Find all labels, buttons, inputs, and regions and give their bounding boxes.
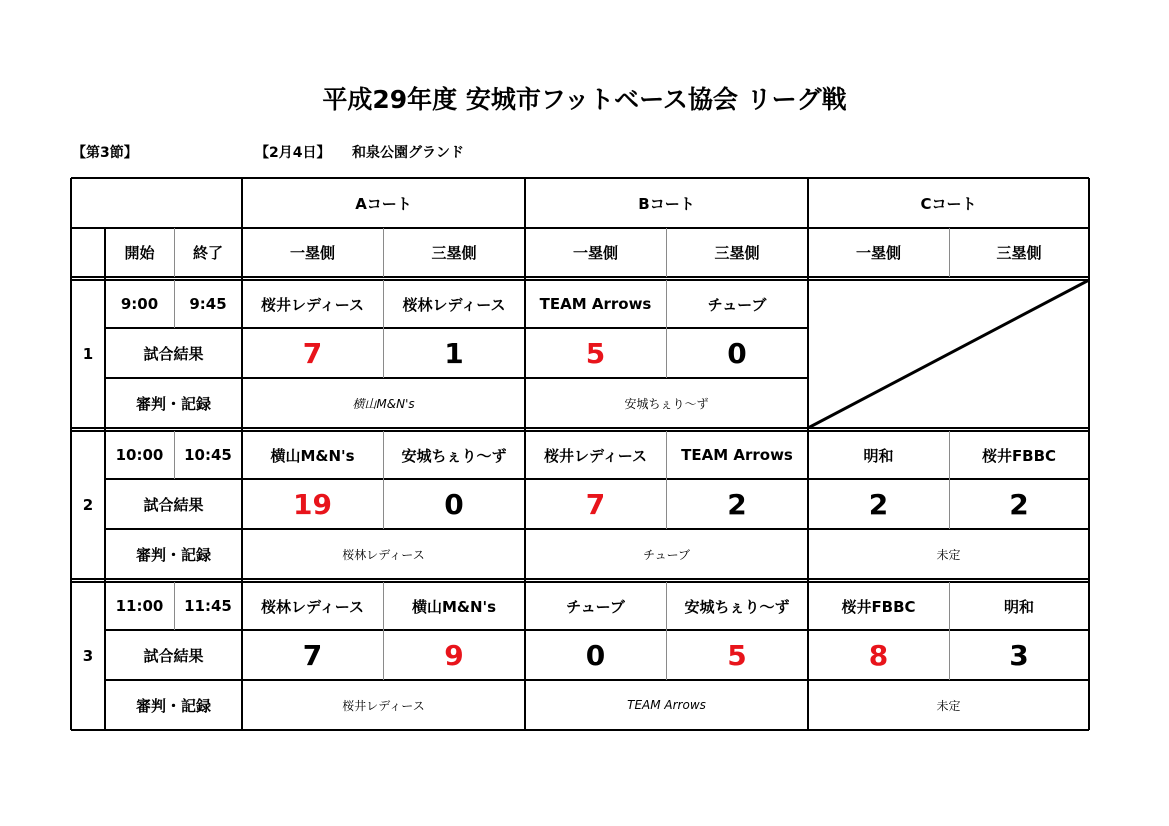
start-time: 10:00 xyxy=(115,446,164,464)
referee-label: 審判・記録 xyxy=(135,545,211,564)
team-split xyxy=(949,582,950,680)
round-separator xyxy=(71,430,1089,432)
result-label: 試合結果 xyxy=(143,646,204,665)
row-border xyxy=(105,377,808,379)
round-number: 3 xyxy=(82,647,94,665)
score-third-base: 1 xyxy=(444,336,464,370)
table-border xyxy=(70,178,72,730)
time-split xyxy=(174,431,175,479)
first-base-side-header: 一塁側 xyxy=(572,244,618,262)
score-third-base: 5 xyxy=(727,638,747,672)
score-third-base: 2 xyxy=(1009,487,1029,521)
score-third-base: 3 xyxy=(1009,638,1029,672)
team-split xyxy=(383,228,384,277)
team-third-base: 横山M&N's xyxy=(411,597,497,616)
end-header: 終了 xyxy=(192,244,223,262)
team-split xyxy=(383,431,384,529)
score-first-base: 2 xyxy=(868,487,889,521)
team-first-base: 横山M&N's xyxy=(270,446,355,465)
no-match-diagonal xyxy=(808,280,1089,428)
row-border xyxy=(105,478,1089,480)
team-first-base: 明和 xyxy=(863,446,894,465)
row-border xyxy=(105,528,1089,530)
referee-label: 審判・記録 xyxy=(135,696,211,715)
row-border xyxy=(105,679,1089,681)
third-base-side-header: 三塁側 xyxy=(714,244,760,262)
team-third-base: TEAM Arrows xyxy=(681,446,793,464)
start-time: 11:00 xyxy=(115,597,164,615)
result-label: 試合結果 xyxy=(143,495,204,514)
referee-team: 未定 xyxy=(936,547,961,562)
referee-team: 横山M&N's xyxy=(352,396,415,411)
round-separator xyxy=(71,581,1089,583)
start-header: 開始 xyxy=(124,244,155,262)
score-first-base: 5 xyxy=(585,336,606,370)
team-split xyxy=(383,280,384,378)
row-border xyxy=(105,327,808,329)
column-border xyxy=(524,178,526,730)
score-first-base: 7 xyxy=(585,487,606,521)
column-border xyxy=(807,178,809,730)
score-third-base: 2 xyxy=(727,487,747,521)
team-third-base: 桜井FBBC xyxy=(981,446,1057,465)
score-first-base: 7 xyxy=(302,336,323,370)
round-number: 1 xyxy=(82,345,94,363)
end-time: 10:45 xyxy=(184,446,232,464)
team-split xyxy=(383,582,384,680)
time-split xyxy=(174,228,175,277)
column-border xyxy=(104,228,106,730)
first-base-side-header: 一塁側 xyxy=(855,244,901,262)
table-border xyxy=(71,227,1089,229)
column-border xyxy=(241,178,243,730)
team-first-base: 桜林レディース xyxy=(260,597,365,616)
result-label: 試合結果 xyxy=(143,344,204,363)
table-border xyxy=(1088,178,1090,730)
row-border xyxy=(105,629,1089,631)
score-third-base: 0 xyxy=(727,336,747,370)
score-third-base: 9 xyxy=(444,638,464,672)
team-first-base: チューブ xyxy=(566,597,625,616)
team-split xyxy=(666,582,667,680)
referee-label: 審判・記録 xyxy=(135,394,211,413)
third-base-side-header: 三塁側 xyxy=(996,244,1042,262)
court-a-header: Aコート xyxy=(355,194,412,213)
table-border xyxy=(71,276,1089,278)
referee-team: 桜井レディース xyxy=(342,698,425,713)
team-third-base: 安城ちぇり〜ず xyxy=(684,597,790,616)
referee-team: 桜林レディース xyxy=(342,547,425,562)
referee-team: 未定 xyxy=(936,698,961,713)
score-first-base: 8 xyxy=(868,638,889,672)
end-time: 11:45 xyxy=(184,597,232,615)
team-split xyxy=(949,228,950,277)
team-first-base: TEAM Arrows xyxy=(539,295,652,313)
time-split xyxy=(174,582,175,630)
court-c-header: Cコート xyxy=(920,194,977,213)
no-match-slot xyxy=(808,280,1089,428)
team-third-base: 桜林レディース xyxy=(402,295,506,314)
referee-team: チューブ xyxy=(642,547,691,562)
table-border xyxy=(71,729,1089,731)
first-base-side-header: 一塁側 xyxy=(289,244,335,262)
round-label: 【第3節】 xyxy=(72,145,138,161)
time-split xyxy=(174,280,175,328)
team-first-base: 桜井レディース xyxy=(260,295,365,314)
score-first-base: 7 xyxy=(302,638,323,672)
venue-label: 和泉公園グランド xyxy=(352,145,464,161)
team-split xyxy=(666,431,667,529)
table-border xyxy=(71,177,1089,179)
round-number: 2 xyxy=(82,496,94,514)
team-split xyxy=(949,431,950,529)
referee-team: TEAM Arrows xyxy=(627,698,706,712)
team-third-base: 安城ちぇり〜ず xyxy=(401,446,507,465)
team-first-base: 桜井FBBC xyxy=(841,597,916,616)
score-first-base: 19 xyxy=(293,487,332,521)
court-b-header: Bコート xyxy=(638,194,695,213)
start-time: 9:00 xyxy=(120,295,159,313)
team-first-base: 桜井レディース xyxy=(543,446,648,465)
round-separator xyxy=(71,578,1089,580)
date-label: 【2月4日】 xyxy=(255,145,331,161)
end-time: 9:45 xyxy=(189,295,227,313)
referee-team: 安城ちぇり〜ず xyxy=(624,396,709,411)
score-first-base: 0 xyxy=(585,638,606,672)
team-split xyxy=(666,228,667,277)
score-third-base: 0 xyxy=(444,487,464,521)
page-title: 平成29年度 安城市フットベース協会 リーグ戦 xyxy=(322,85,847,114)
team-third-base: チューブ xyxy=(707,295,767,314)
third-base-side-header: 三塁側 xyxy=(431,244,477,262)
team-third-base: 明和 xyxy=(1003,597,1034,616)
team-split xyxy=(666,280,667,378)
